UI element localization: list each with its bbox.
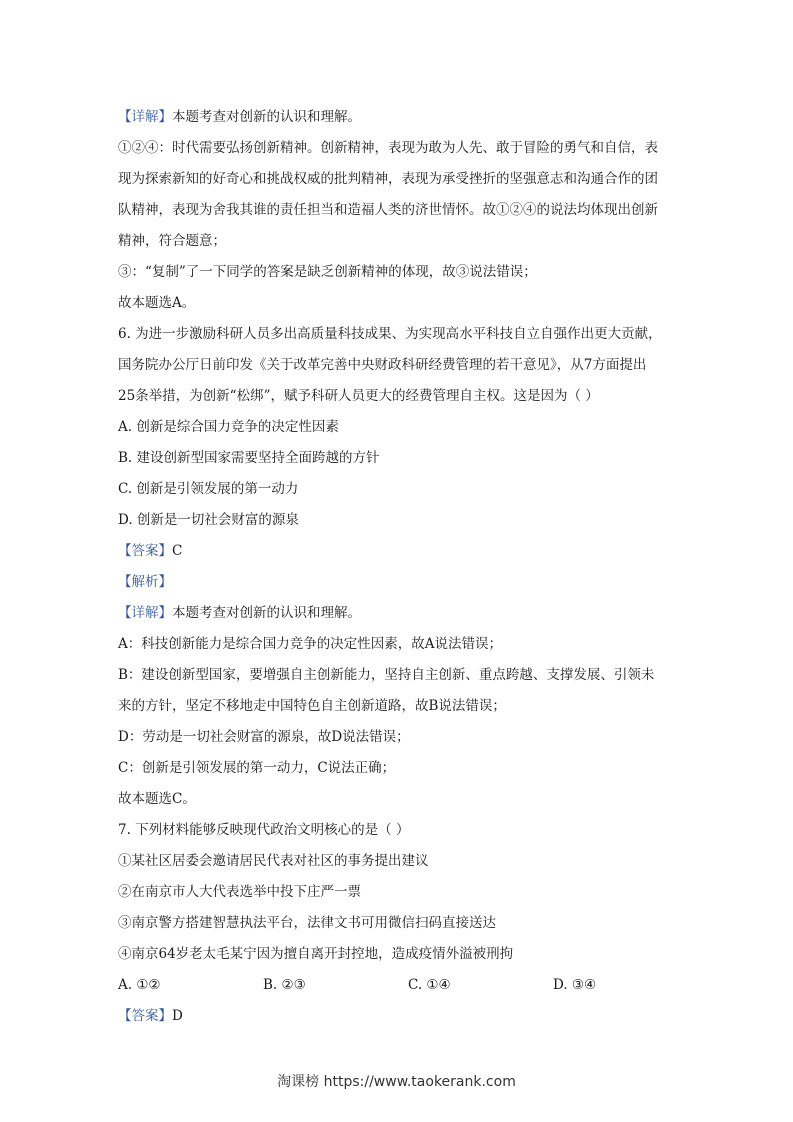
analysis-line: 故本题选C。 bbox=[118, 791, 196, 807]
analysis-line: D：劳动是一切社会财富的源泉，故D说法错误； bbox=[118, 729, 410, 745]
paragraph-line: ③：“复制”了一下同学的答案是缺乏创新精神的体现，故③说法错误； bbox=[118, 264, 537, 280]
q7-option-b: B. ②③ bbox=[263, 977, 306, 993]
paragraph-line: 故本题选A。 bbox=[118, 295, 196, 311]
q7-option-c: C. ①④ bbox=[408, 977, 451, 993]
answer-value: C bbox=[172, 543, 183, 559]
analysis-line: A：科技创新能力是综合国力竞争的决定性因素，故A说法错误； bbox=[118, 636, 502, 652]
xiangjie-tag: 【详解】 bbox=[118, 109, 172, 125]
q6-answer-line bbox=[118, 542, 698, 560]
answer-value: D bbox=[172, 1008, 183, 1024]
q7-item: ①某社区居委会邀请居民代表对社区的事务提出建议 bbox=[118, 853, 429, 869]
q6-stem-line: 6. 为进一步激励科研人员多出高质量科技成果、为实现高水平科技自立自强作出更大贡献， bbox=[118, 326, 662, 342]
q6-stem-line: 25条举措，为创新“松绑”，赋予科研人员更大的经费管理自主权。这是因为（ ） bbox=[118, 388, 599, 404]
q7-item: ②在南京市人大代表选举中投下庄严一票 bbox=[118, 884, 361, 900]
jiexi-tag: 【解析】 bbox=[118, 574, 172, 590]
block1-xiangjie-line bbox=[118, 108, 698, 126]
q6-jiexi-line bbox=[118, 573, 698, 591]
q7-options-row bbox=[118, 976, 698, 994]
q6-option-d: D. 创新是一切社会财富的源泉 bbox=[118, 512, 299, 528]
analysis-line: B：建设创新型国家，要增强自主创新能力，坚持自主创新、重点跨越、支撑发展、引领未 bbox=[118, 667, 655, 683]
xiangjie-tag: 【详解】 bbox=[118, 605, 172, 621]
q7-answer-line bbox=[118, 1007, 698, 1025]
analysis-line: C：创新是引领发展的第一动力，C说法正确； bbox=[118, 760, 396, 776]
footer-watermark: 淘课榜 https://www.taokerank.com bbox=[277, 1074, 516, 1090]
q6-option-c: C. 创新是引领发展的第一动力 bbox=[118, 481, 299, 497]
analysis-line: 来的方针，坚定不移地走中国特色自主创新道路，故B说法错误； bbox=[118, 698, 506, 714]
q7-stem: 7. 下列材料能够反映现代政治文明核心的是（ ） bbox=[118, 822, 410, 838]
q6-stem-line: 国务院办公厅日前印发《关于改革完善中央财政科研经费管理的若干意见》，从7方面提出 bbox=[118, 357, 647, 373]
answer-tag: 【答案】 bbox=[118, 543, 172, 559]
paragraph-line: 现为探索新知的好奇心和挑战权威的批判精神，表现为承受挫折的坚强意志和沟通合作的团 bbox=[118, 171, 658, 187]
answer-tag: 【答案】 bbox=[118, 1008, 172, 1024]
paragraph-line: ①②④：时代需要弘扬创新精神。创新精神，表现为敢为人先、敢于冒险的勇气和自信，表 bbox=[118, 140, 658, 156]
q6-xiangjie-line bbox=[118, 604, 698, 622]
paragraph-line: 精神，符合题意； bbox=[118, 233, 226, 249]
q7-item: ④南京64岁老太毛某宁因为擅自离开封控地，造成疫情外溢被刑拘 bbox=[118, 946, 514, 962]
paragraph-line: 队精神，表现为舍我其谁的责任担当和造福人类的济世情怀。故①②④的说法均体现出创新 bbox=[118, 202, 658, 218]
q6-option-b: B. 建设创新型国家需要坚持全面跨越的方针 bbox=[118, 450, 380, 466]
q7-option-a: A. ①② bbox=[118, 977, 161, 993]
xiangjie-text: 本题考查对创新的认识和理解。 bbox=[172, 605, 361, 621]
q6-option-a: A. 创新是综合国力竞争的决定性因素 bbox=[118, 419, 339, 435]
q7-item: ③南京警方搭建智慧执法平台，法律文书可用微信扫码直接送达 bbox=[118, 915, 496, 931]
q7-option-d: D. ③④ bbox=[553, 977, 597, 993]
xiangjie-text: 本题考查对创新的认识和理解。 bbox=[172, 109, 361, 125]
